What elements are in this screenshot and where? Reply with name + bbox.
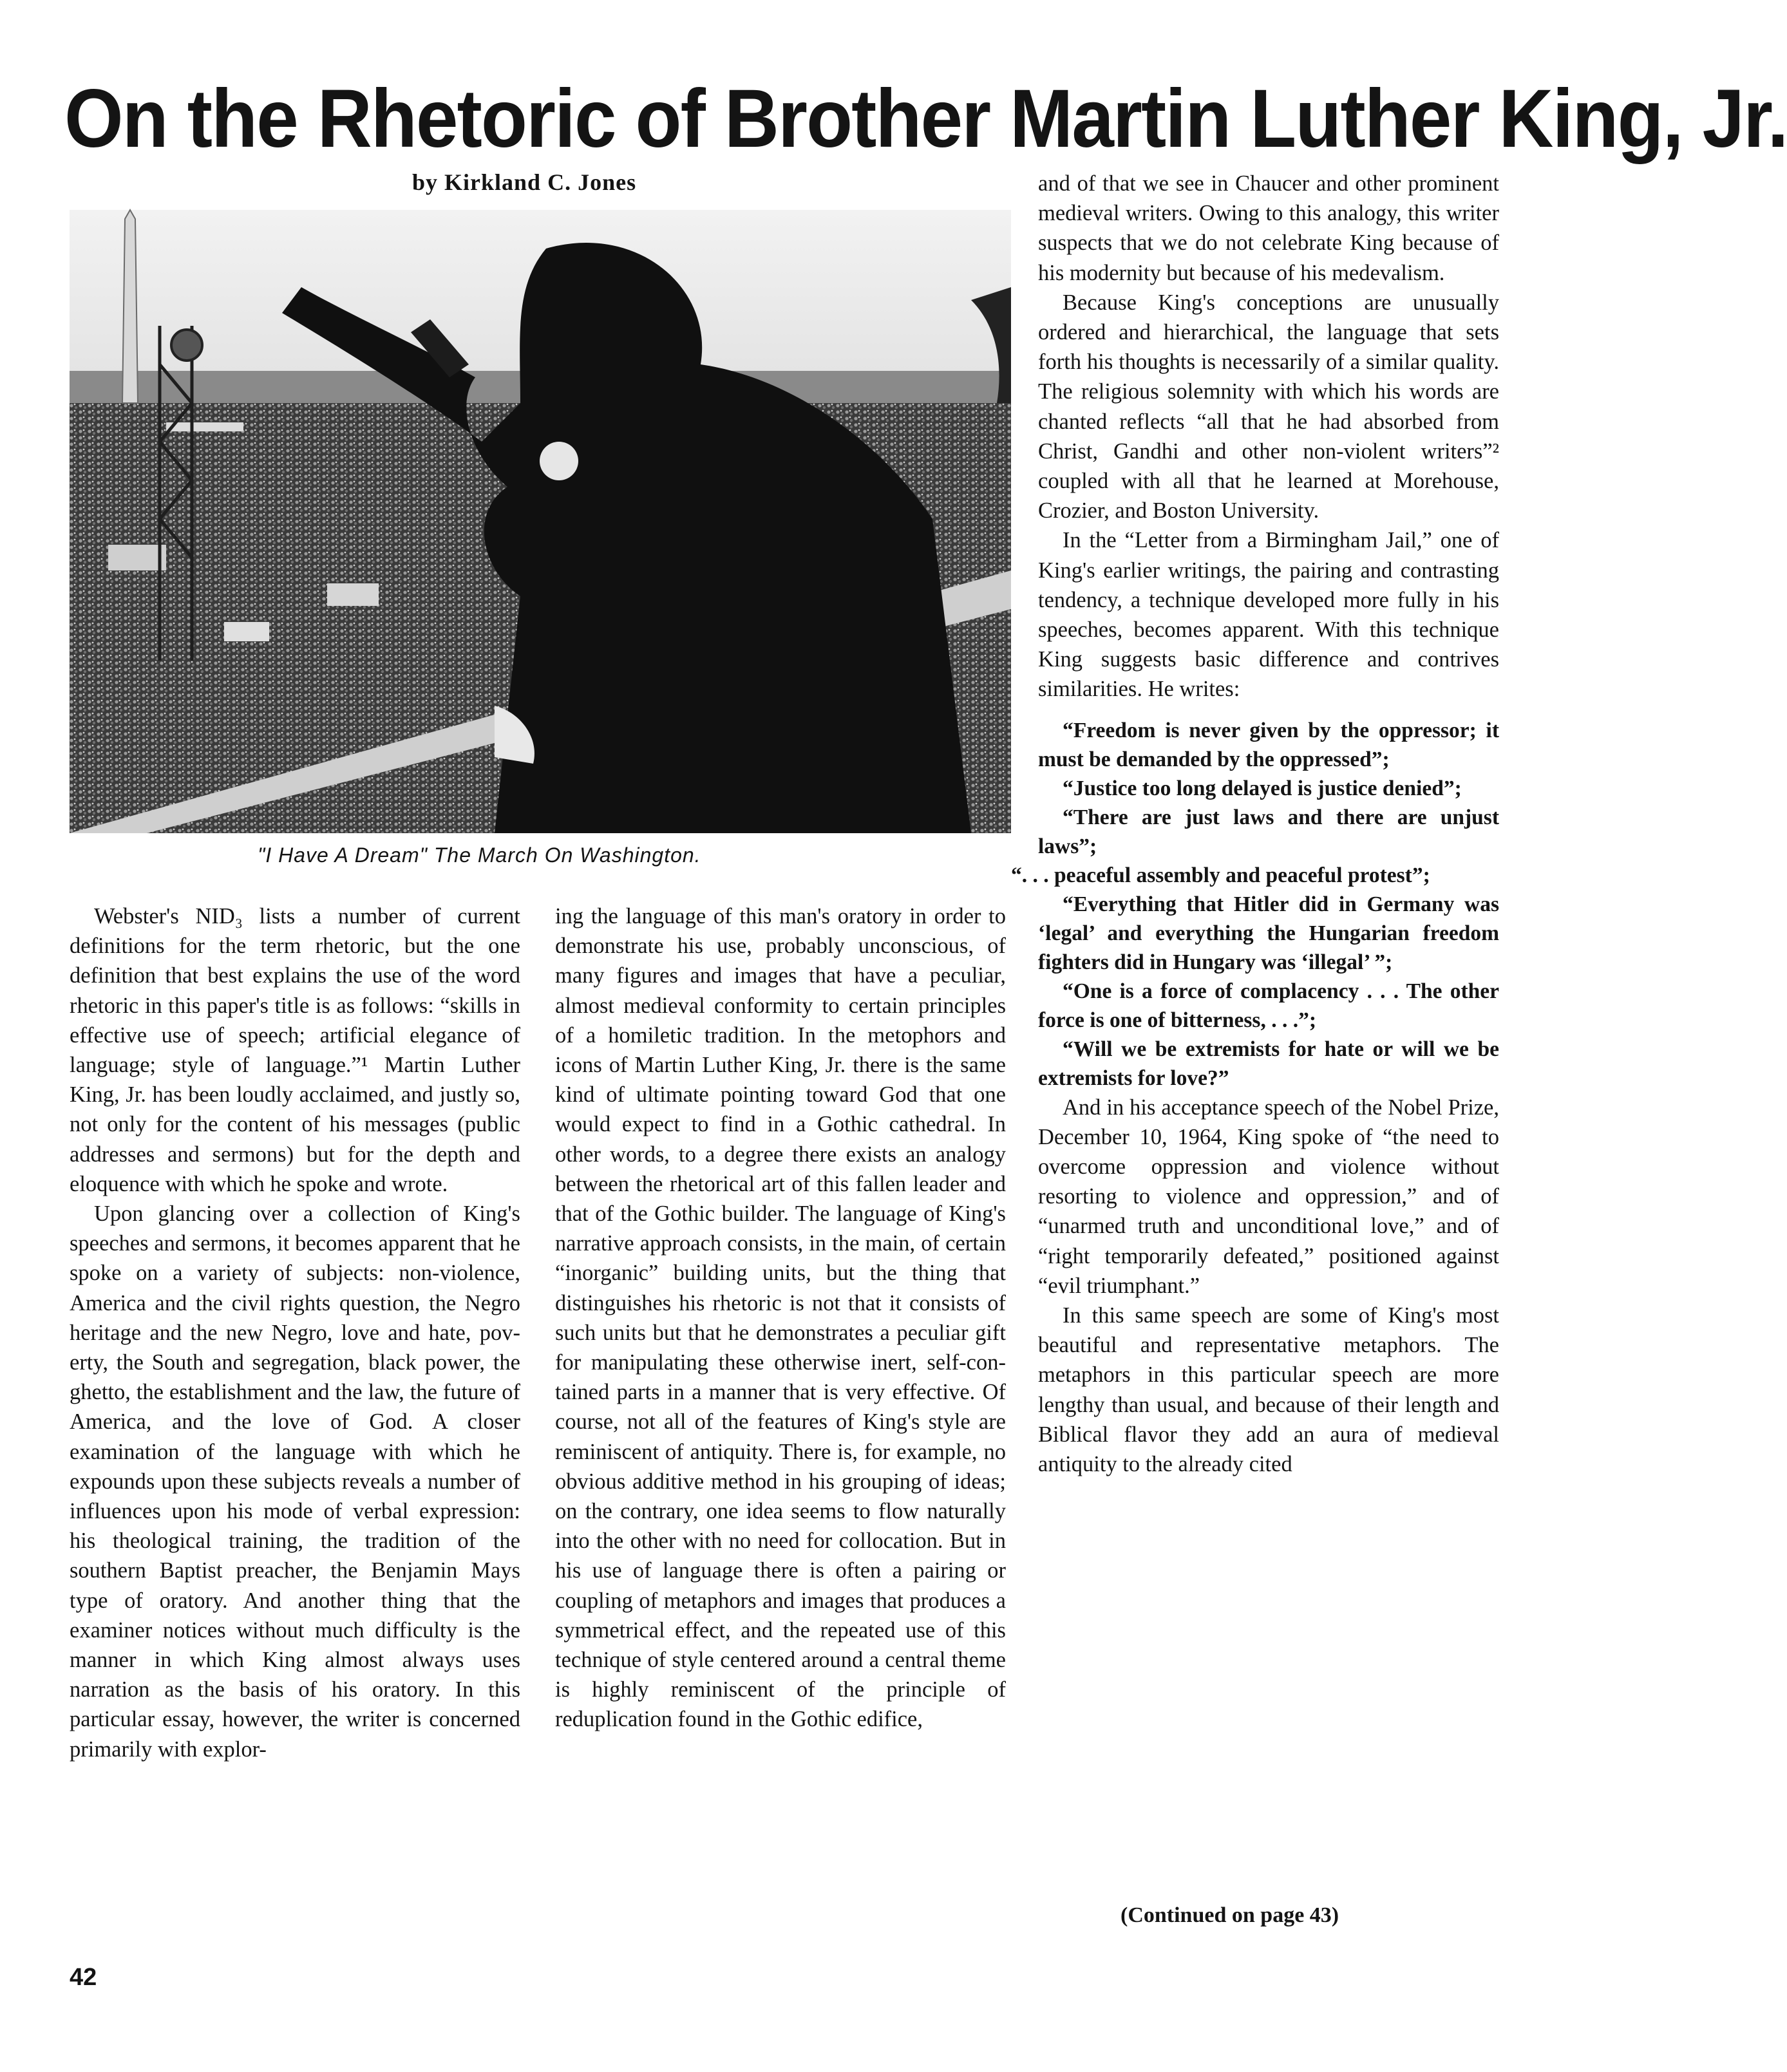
block-quote: “. . . peaceful assembly and peaceful protest”; — [1011, 863, 1430, 887]
paragraph: In this same speech are some of King's most beautiful and representative metaphors. The metaphors in this particular speech are more lengthy than usual, and because of their length and Biblical flavor they add an aura of medieval antiquity to the already cited — [1038, 1303, 1499, 1477]
paragraph: Because King's conceptions are unusually ordered and hierarchical, the language that sets forth his thoughts is necessarily of a similar quality. The religious solemnity with which his words are chanted reflects “all that he had absorbed from Christ, Gandhi and other non-violent writers”² coupled with all that he learned at Morehouse, Crozier, and Boston University. — [1038, 290, 1499, 523]
block-quote: “There are just laws and there are unjust laws”; — [1038, 805, 1499, 858]
continued-notice: (Continued on page 43) — [1120, 1903, 1339, 1927]
paragraph: ing the language of this man's oratory in order to demonstrate his use, probably unconscious, of many figures and images that have a peculiar, almost medieval conformity to certain principles of a homiletic tradition. In the metophors and icons of Martin Luther King, Jr. there is the same kind of ultimate pointing toward God that one would expect to find in a Gothic cathedral. In other words, to a degree there exists an analogy between the rhetorical art of this fallen leader and that of the Gothic builder. The language of King's narrative approach consists, in the main, of certain “inorganic” building units, but the thing that distinguishes his rhetoric is not that it consists of such units but that he demonstrates a peculiar gift for manipulating these otherwise inert, self-contained parts in a manner that is very effective. Of course, not all of the features of King's style are reminiscent of antiquity. There is, for example, no obvious additive method in his grouping of ideas; on the contrary, one idea seems to flow naturally into the other with no need for collocation. But in his use of language there is often a pairing or coupling of metaphors and images that produces a symmetrical effect, and the repeated use of this technique of style centered around a central theme is highly reminiscent of the principle of reduplication found in the Gothic edifice, — [555, 904, 1006, 1732]
block-quote: “Justice too long delayed is justice denied”; — [1063, 776, 1462, 800]
text-column-1 — [70, 901, 520, 1764]
block-quote: “Everything that Hitler did in Germany was ‘legal’ and everything the Hungarian freedom fighters did in Hungary was ‘illegal’ ”; — [1038, 892, 1499, 974]
paragraph: and of that we see in Chaucer and other prominent medieval writers. Owing to this analogy, this writer suspects that we do not celebrate King because of his modernity but because of his medevalism. — [1038, 171, 1499, 285]
paragraph: Upon glancing over a collection of King's speeches and sermons, it becomes apparent that he spoke on a variety of subjects: non-violence, America and the civil rights question, the Negro heritage and the new Negro, love and hate, poverty, the South and segregation, black power, the ghetto, the establishment and the law, the future of America, and the love of God. A closer examination of the language with which he expounds upon these subjects reveals a number of influences upon his mode of verbal expression: his theological training, the tradition of the southern Baptist preacher, the Benjamin Mays type of oratory. And another thing that the examiner notices without much difficulty is the manner in which King almost always uses narration as the basis of his oratory. In this particular essay, however, the writer is concerned primarily with explor- — [70, 1201, 520, 1762]
block-quote: “One is a force of complacency . . . The other force is one of bitterness, . . .”; — [1038, 979, 1499, 1032]
paragraph: Webster's NID₃ lists a number of current definitions for the term rhetoric, but the one definition that best explains the use of the word rhetoric in this paper's title is as follows: “skills in effective use of speech; artificial elegance of language; style of language.”¹ Martin Luther King, Jr. has been loudly acclaimed, and justly so, not only for the content of his messages (public addresses and sermons) but for the depth and eloquence with which he spoke and wrote. — [70, 904, 520, 1196]
photo-caption: "I Have A Dream" The March On Washington. — [258, 843, 701, 867]
block-quote: “Will we be extremists for hate or will we be extremists for love?” — [1038, 1037, 1499, 1090]
paragraph: And in his acceptance speech of the Nobel Prize, December 10, 1964, King spoke of “the need to overcome oppression and violence without resorting to violence and oppression,” and of “unarmed truth and unconditional love,” and of “right temporarily defeated,” positioned against “evil triumphant.” — [1038, 1095, 1499, 1298]
block-quote: “Freedom is never given by the oppressor; it must be demanded by the oppressed”; — [1038, 718, 1499, 771]
paragraph: In the “Letter from a Birmingham Jail,” one of King's earlier writings, the pairing and contrasting tendency, a technique developed more fully in his speeches, becomes apparent. With this technique King suggests basic difference and contrives similarities. He writes: — [1038, 528, 1499, 702]
march-on-washington-photo — [70, 210, 1011, 833]
text-column-3 — [1011, 169, 1499, 1479]
text-column-2 — [555, 901, 1006, 1735]
byline: by Kirkland C. Jones — [412, 169, 637, 195]
page-number: 42 — [70, 1964, 97, 1991]
article-title: On the Rhetoric of Brother Martin Luther King, Jr. — [64, 73, 1787, 165]
